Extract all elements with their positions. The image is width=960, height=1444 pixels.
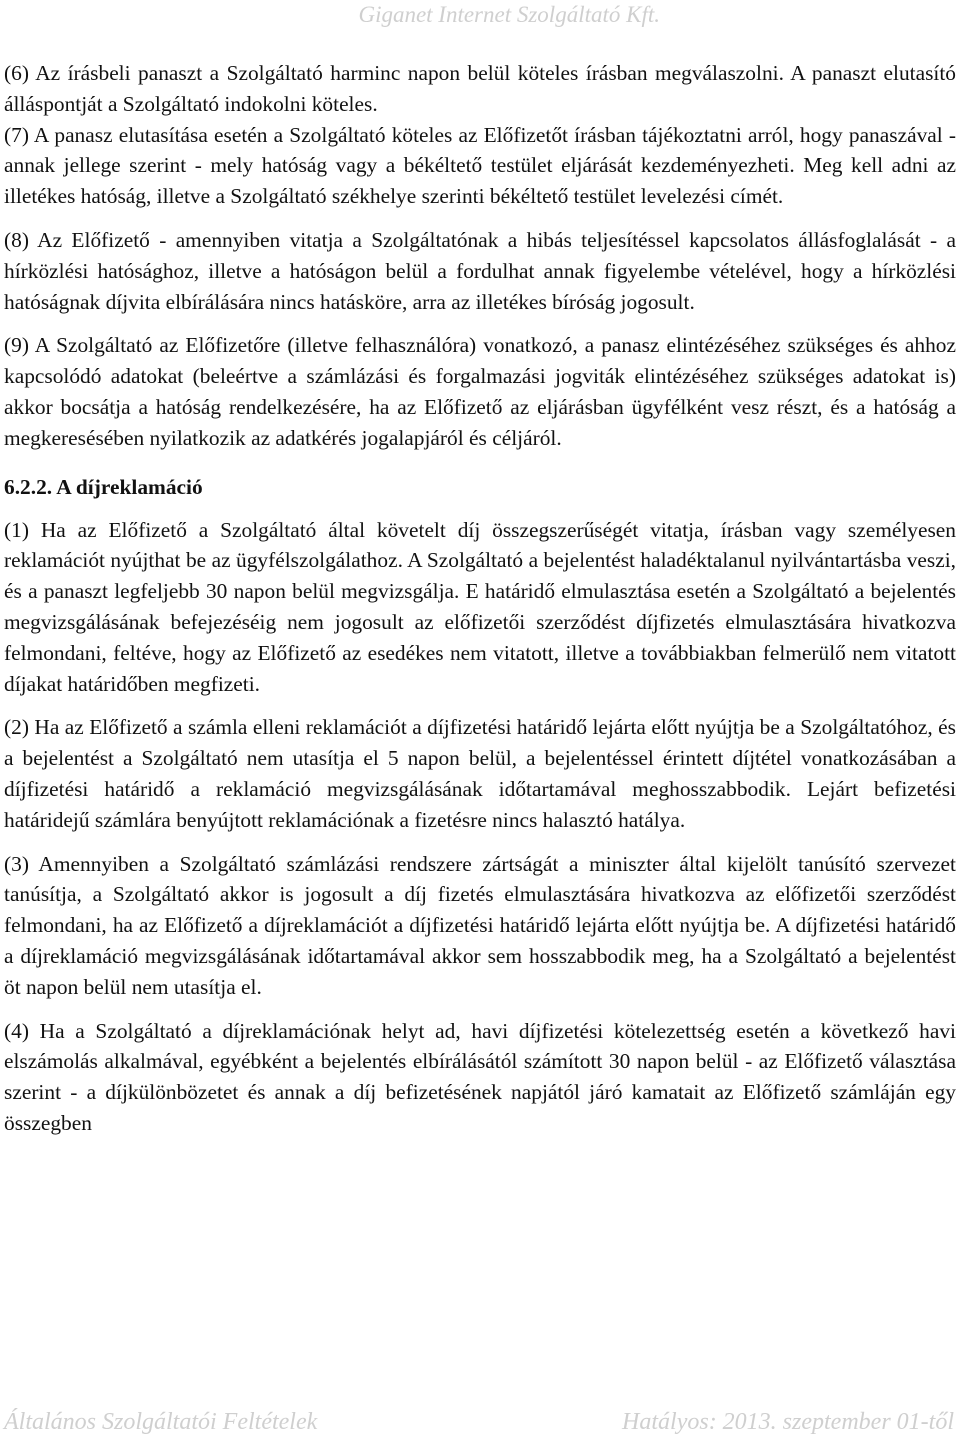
section-paragraph-3: (3) Amennyiben a Szolgáltató számlázási rendszere zártságát a miniszter által kijelölt tanúsító szervezet tanúsítja, a Szolgáltató akkor is jogosult a díj fizetés elmulasztására hivatkozva az előfizetői szerződést felmondani, ha az Előfizető a díjreklamációt a díjfizetési határidő lejárta előtt nyújtja be. A díjfizetési határidő a díjreklamáció megvizsgálásának időtartamával akkor sem hosszabbodik meg, ha a Szolgáltató a bejelentést öt napon belül nem utasítja el. xyxy=(4,851,956,999)
section-paragraph-2: (2) Ha az Előfizető a számla elleni reklamációt a díjfizetési határidő lejárta előtt nyújtja be a Szolgáltatóhoz, és a bejelentést a Szolgáltató nem utasítja el 5 napon belül, a bejelentéssel érintett díjtétel vonatkozásában a díjfizetési határidő a reklamáció megvizsgálásának időtartamával meghosszabbodik. Lejárt befizetési határidejű számlára benyújtott reklamációnak a fizetésre nincs halasztó hatálya. xyxy=(4,715,956,832)
footer-title: Általános Szolgáltatói Feltételek xyxy=(4,1409,318,1435)
section-paragraph-4: (4) Ha a Szolgáltató a díjreklamációnak helyt ad, havi díjfizetési kötelezettség esetén a következő havi elszámolás alkalmával, egyébként a bejelentés elbírálásától számított 30 napon belül - az Előfizető választása szerint - a díjkülönbözetet és annak a díj befizetésének napjától járó kamatait az Előfizető számláján egy összegben xyxy=(4,1018,956,1135)
paragraph-8: (8) Az Előfizető - amennyiben vitatja a Szolgáltatónak a hibás teljesítéssel kapcsolatos állásfoglalását - a hírközlési hatósághoz, illetve a hatóságon belül a fordulhat annak figyelembe vételével, hogy a hírközlési hatóságnak díjvita elbírálására nincs hatásköre, arra az illetékes bíróság jogosult. xyxy=(4,227,956,314)
section-heading: 6.2.2. A díjreklamáció xyxy=(4,474,203,499)
document-header: Giganet Internet Szolgáltató Kft. xyxy=(358,2,660,27)
section-paragraph-1: (1) Ha az Előfizető a Szolgáltató által követelt díj összegszerűségét vitatja, írásban vagy személyesen reklamációt nyújthat be az ügyfélszolgálathoz. A Szolgáltató a bejelentést haladéktalanul nyilvántartásba veszi, és a panaszt legfeljebb 30 napon belül megvizsgálja. E határidő elmulasztása esetén a Szolgáltató a bejelentés megvizsgálásának befejezéséig nem jogosult az előfizetői szerződést díjfizetés elmulasztására hivatkozva felmondani, feltéve, hogy az Előfizető az esedékes nem vitatott, illetve a továbbiakban felmerülő nem vitatott díjakat határidőben megfizeti. xyxy=(4,517,956,696)
paragraph-7: (7) A panasz elutasítása esetén a Szolgáltató köteles az Előfizetőt írásban tájékoztatni arról, hogy panaszával - annak jellege szerint - mely hatóság vagy a békéltető testület eljárását kezdeményezheti. Meg kell adni az illetékes hatóság, illetve a Szolgáltató székhelye szerinti békéltető testület levelezési címét. xyxy=(4,122,956,209)
paragraph-6: (6) Az írásbeli panaszt a Szolgáltató harminc napon belül köteles írásban megválaszolni. A panaszt elutasító álláspontját a Szolgáltató indokolni köteles. xyxy=(4,61,956,116)
paragraph-9: (9) A Szolgáltató az Előfizetőre (illetve felhasználóra) vonatkozó, a panasz elintézéséhez szükséges és ahhoz kapcsolódó adatokat (beleértve a számlázási és forgalmazási jogviták elintézéséhez szükséges adatokat is) akkor bocsátja a hatóság rendelkezésére, ha az Előfizető az eljárásban ügyfélként vesz részt, és a hatóság a megkeresésében nyilatkozik az adatkérés jogalapjáról és céljáról. xyxy=(4,333,956,450)
footer-effective-date: Hatályos: 2013. szeptember 01-től xyxy=(622,1409,954,1435)
document-body xyxy=(4,58,956,1139)
